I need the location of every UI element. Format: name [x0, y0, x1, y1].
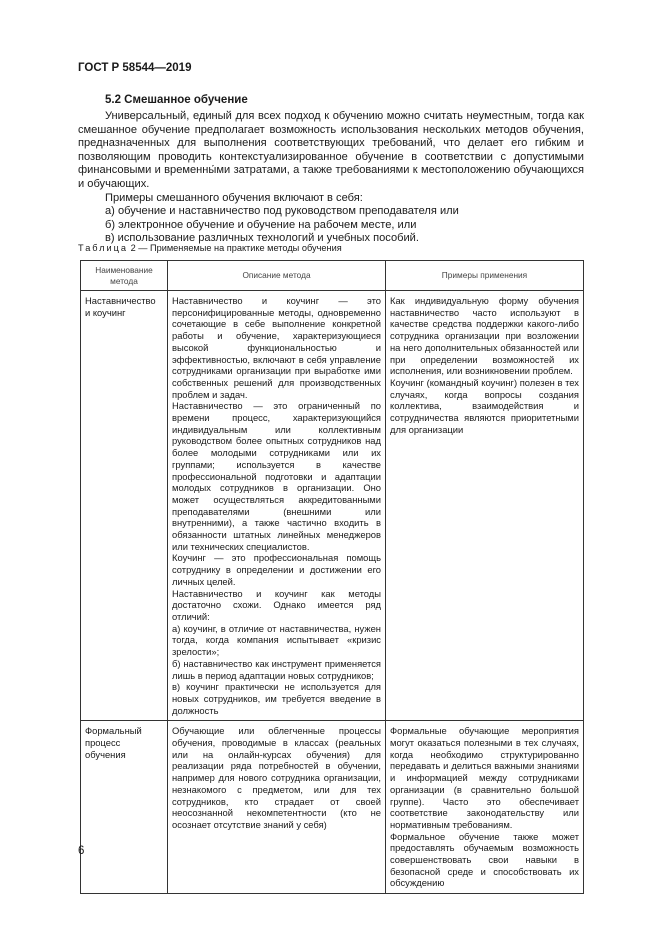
page-number: 6 — [78, 845, 85, 857]
method-examples-cell — [386, 721, 584, 894]
section-body — [78, 110, 584, 246]
description-paragraph: Наставничество — это ограниченный по времени процесс, характеризующийся индивидуальным или коллективным руководством более опытных сотрудников над более молодыми сотрудниками или их группами; используется в качестве профессиональной подготовки и адаптации молодых сотрудников в организации. Оно может осуществляться аккредитованными преподавателями (внешними или внутренними), а также частично входить в обязанности штатных линейных менеджеров или технических специалистов. — [172, 400, 381, 552]
method-name: Наставничество и коучинг — [85, 295, 156, 318]
header-description: Описание метода — [168, 261, 386, 291]
table-caption-label: Таблица — [78, 243, 129, 253]
table-header-row — [81, 261, 584, 291]
example-paragraph: Формальные обучающие мероприятия могут оказаться полезными в тех случаях, когда необходимо структурированно передавать и делиться важными знаниями и информацией между сотрудниками организации (в сравнительно большой группе). Часто это обеспечивает соответствие законодательству или нормативным требованиям. — [390, 725, 579, 830]
list-intro: Примеры смешанного обучения включают в себя: — [105, 191, 363, 204]
method-description-cell — [168, 291, 386, 721]
table-caption — [78, 243, 342, 253]
table-row — [81, 291, 584, 721]
method-name-cell — [81, 291, 168, 721]
header-name: Наименование метода — [81, 261, 168, 291]
method-examples-cell — [386, 291, 584, 721]
description-paragraph: Наставничество и коучинг как методы достаточно схожи. Однако имеется ряд отличий: — [172, 587, 381, 622]
intro-paragraph: Универсальный, единый для всех подход к обучению можно считать неуместным, тогда как смешанное обучение предполагает возможность использования нескольких методов обучения, предназначенных для выполнения соответствующих требований, что делает его гибким и позволяющим проводить контекстуализированное обучение в соответствии с допустимыми финансовыми и временны́ми затратами, а также требованиями к местоположению обучающихся и обучающих. — [78, 110, 584, 190]
list-item: а) обучение и наставничество под руководством преподавателя или — [105, 205, 459, 218]
description-paragraph: Наставничество и коучинг — это персонифицированные методы, одновременно сочетающие в себе выполнение конкретной работы и обучение, характеризующиеся высокой функциональностью и эффективностью, включают в себя управление сотрудниками организации при выработке ими собственных решений для производственных проблем и задач. — [172, 295, 381, 400]
method-name-cell — [81, 721, 168, 894]
table-caption-text: 2 — Применяемые на практике методы обучения — [130, 243, 342, 253]
example-paragraph: Формальное обучение также может предоставлять обучаемым возможность совершенствовать свои навыки в безопасной среде и способствовать их обсуждению — [390, 830, 579, 889]
example-paragraph: Как индивидуальную форму обучения наставничество часто используют в качестве средства поддержки какого-либо сотрудника организации при возложении на него дополнительных обязанностей или при определении возможностей их исполнения, или возникновении проблем. — [390, 295, 579, 377]
description-paragraph: б) наставничество как инструмент применяется лишь в период адаптации новых сотрудников; — [172, 657, 381, 681]
method-name: Формальный процесс обучения — [85, 725, 142, 760]
example-paragraph: Коучинг (командный коучинг) полезен в тех случаях, когда вопросы создания коллектива, взаимодействия и сотрудничества являются приоритетными для организации — [390, 376, 579, 435]
description-paragraph: в) коучинг практически не используется для новых сотрудников, им требуется введение в должность — [172, 681, 381, 716]
description-paragraph: Коучинг — это профессиональная помощь сотруднику в определении и достижении его личных целей. — [172, 552, 381, 587]
table-row — [81, 721, 584, 894]
header-examples: Примеры применения — [386, 261, 584, 291]
description-paragraph: а) коучинг, в отличие от наставничества, нужен тогда, когда компания испытывает «кризис зрелости»; — [172, 622, 381, 658]
section-title: 5.2 Смешанное обучение — [105, 94, 248, 106]
method-description-cell — [168, 721, 386, 894]
list-item: б) электронное обучение и обучение на рабочем месте, или — [105, 218, 417, 231]
description-paragraph: Обучающие или облегченные процессы обучения, проводимые в классах (реальных или на онлайн-курсах обучения) для реализации ряда потребностей в обучении, например для нового сотрудника организации, незнакомого с предметом, или для тех сотрудников, кто страдает от своей неосознанной некомпетентности (кто не осознает отсутствие знаний у себя) — [172, 725, 381, 830]
document-id: ГОСТ Р 58544—2019 — [78, 62, 192, 74]
methods-table — [80, 260, 584, 894]
list-item: в) использование различных технологий и учебных пособий. — [105, 232, 419, 245]
